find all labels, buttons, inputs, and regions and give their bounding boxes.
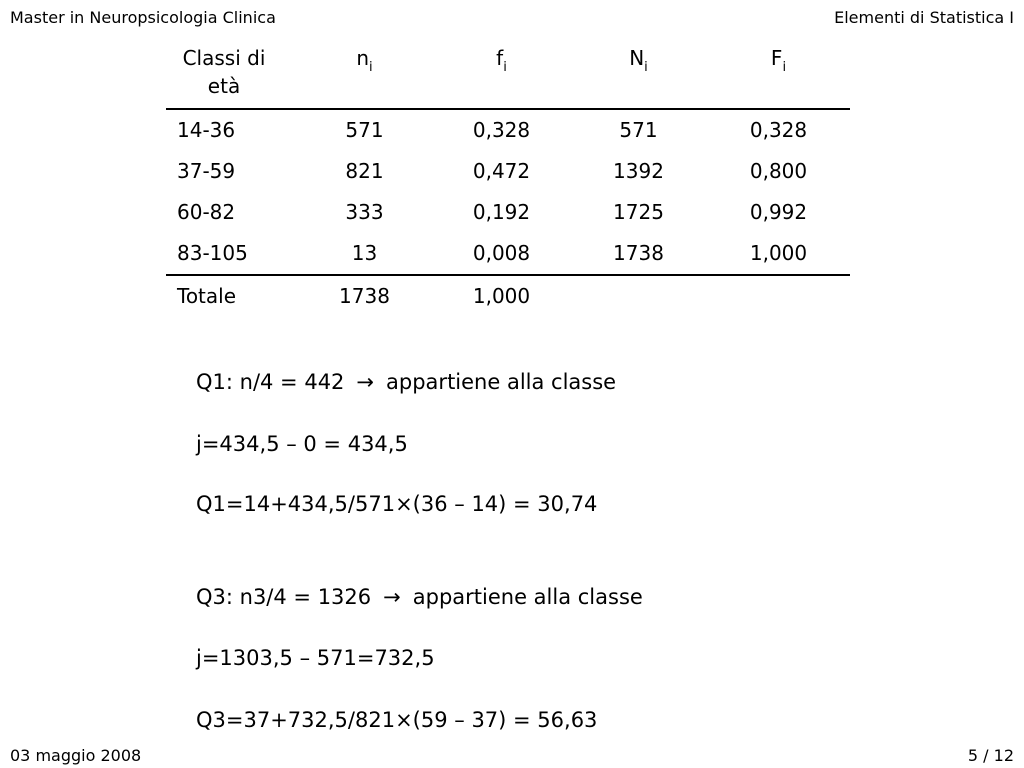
right-arrow-icon: →: [356, 370, 375, 394]
cell-Ni: 571: [619, 118, 658, 142]
q3-formula-line: Q3=37+732,5/821×(59 – 37) = 56,63: [196, 708, 598, 732]
cell-fi: 0,328: [472, 118, 531, 142]
cell-Ni: 1738: [570, 233, 707, 275]
header-relative-frequency: [433, 44, 570, 109]
header-cumulative-frequency-index: i: [644, 60, 648, 75]
right-arrow-icon: →: [383, 585, 401, 609]
cell-total-label: Totale: [177, 284, 237, 308]
header-absolute-frequency: [296, 44, 433, 109]
footer-page-number: 5 / 12: [967, 746, 1014, 765]
cell-Fi: 0,992: [749, 200, 808, 224]
cell-fi: 0,192: [472, 200, 531, 224]
cell-Fi: 1,000: [707, 233, 850, 275]
table-row: [166, 151, 850, 192]
header-cumulative-relative-frequency-index: i: [782, 60, 787, 75]
cell-Ni: 1725: [613, 200, 664, 224]
header-subject-title: Elementi di Statistica I: [834, 8, 1014, 27]
header-course-title: Master in Neuropsicologia Clinica: [10, 8, 276, 27]
table-row: [166, 192, 850, 233]
q3-class-text: appartiene alla classe: [412, 585, 643, 609]
q1-formula-line: Q1=14+434,5/571×(36 – 14) = 30,74: [196, 492, 598, 516]
header-absolute-frequency-index: i: [369, 60, 373, 75]
q1-class-text: appartiene alla classe: [386, 370, 617, 394]
cell-ni: 571: [345, 118, 384, 142]
q1-position-text: Q1: n/4 = 442: [196, 370, 345, 394]
header-age-classes: [166, 44, 296, 109]
table-header-row: [166, 44, 850, 109]
cell-age-class: 60-82: [177, 200, 236, 224]
header-cumulative-frequency: [570, 44, 707, 109]
frequency-table: [166, 44, 850, 317]
q1-position-line: [196, 369, 616, 395]
header-cumulative-frequency-symbol: N: [629, 46, 645, 70]
header-age-classes-line2: età: [207, 74, 241, 98]
header-age-classes-line1: Classi di: [182, 46, 266, 70]
cell-total-fi: 1,000: [472, 284, 531, 308]
cell-age-class: 83-105: [166, 233, 296, 275]
header-relative-frequency-symbol: f: [496, 46, 504, 70]
cell-ni: 13: [296, 233, 433, 275]
q3-j-line: j=1303,5 – 571=732,5: [196, 646, 435, 670]
header-relative-frequency-index: i: [503, 60, 507, 75]
cell-age-class: 14-36: [177, 118, 236, 142]
footer-date: 03 maggio 2008: [10, 746, 142, 765]
cell-fi: 0,472: [472, 159, 531, 183]
q1-j-line: j=434,5 – 0 = 434,5: [196, 432, 408, 456]
cell-total-Ni: [570, 275, 707, 317]
cell-age-class: 37-59: [177, 159, 236, 183]
header-absolute-frequency-symbol: n: [356, 46, 370, 70]
q3-position-text: Q3: n3/4 = 1326: [196, 585, 372, 609]
cell-fi: 0,008: [433, 233, 570, 275]
cell-total-ni: 1738: [339, 284, 390, 308]
cell-ni: 821: [345, 159, 384, 183]
cell-ni: 333: [345, 200, 384, 224]
table-total-row: [166, 275, 850, 317]
header-cumulative-relative-frequency-symbol: F: [770, 46, 783, 70]
cell-Ni: 1392: [613, 159, 664, 183]
cell-Fi: 0,328: [749, 118, 808, 142]
cell-total-Fi: [707, 275, 850, 317]
header-cumulative-relative-frequency: [707, 44, 850, 109]
cell-Fi: 0,800: [749, 159, 808, 183]
q3-position-line: [196, 584, 643, 610]
table-row: [166, 109, 850, 151]
table-row: [166, 233, 850, 275]
